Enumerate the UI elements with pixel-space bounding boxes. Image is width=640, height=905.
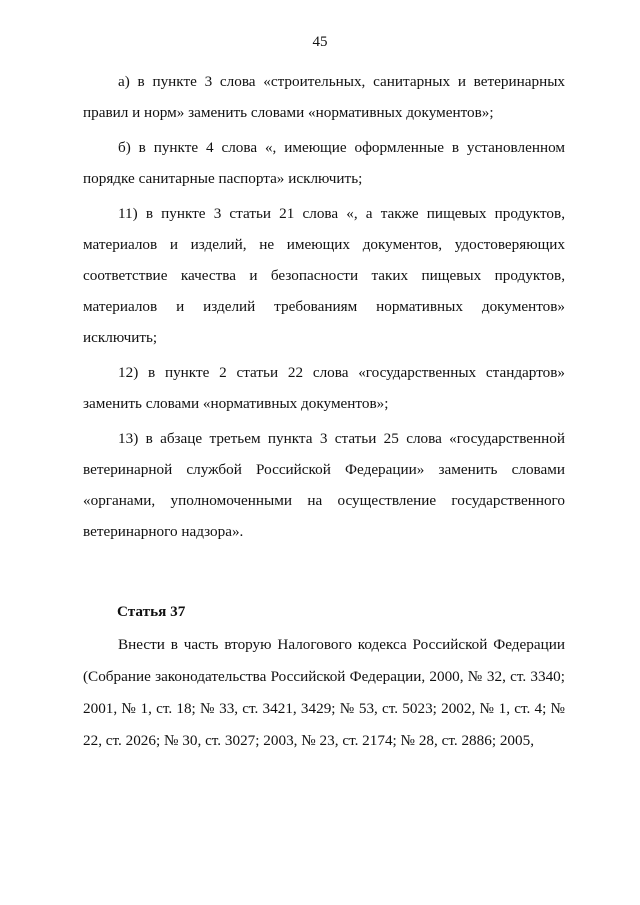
paragraph-b: б) в пункте 4 слова «, имеющие оформленные в установленном порядке санитарные паспорта» исключить; [83,139,565,187]
article-paragraph: Внести в часть вторую Налогового кодекса Российской Федерации (Собрание законодательства Российской Федерации, 2000, № 32, ст. 3340; 2001, № 1, ст. 18; № 33, ст. 3421, 3429; № 53, ст. 5023; 2002, № 1, ст. 4; № 22, ст. 2026; № 30, ст. 3027; 2003, № 23, ст. 2174; № 28, ст. 2886; 2005, [83,636,565,749]
page-number: 45 [312,34,328,50]
paragraph-13: 13) в абзаце третьем пункта 3 статьи 25 слова «государственной ветеринарной службой Российской Федерации» заменить словами «органами, уполномоченными на осуществление государственного ветеринарного надзора». [83,430,565,540]
article-heading: Статья 37 [117,603,186,620]
amendments-list [83,66,565,551]
paragraph-a: а) в пункте 3 слова «строительных, санитарных и ветеринарных правил и норм» заменить словами «нормативных документов»; [83,73,565,121]
paragraph-12: 12) в пункте 2 статьи 22 слова «государственных стандартов» заменить словами «нормативных документов»; [83,364,565,412]
article-body [83,629,565,757]
paragraph-11: 11) в пункте 3 статьи 21 слова «, а также пищевых продуктов, материалов и изделий, не имеющих документов, удостоверяющих соответствие качества и безопасности таких пищевых продуктов, материалов и изделий требованиям нормативных документов» исключить; [83,205,565,346]
